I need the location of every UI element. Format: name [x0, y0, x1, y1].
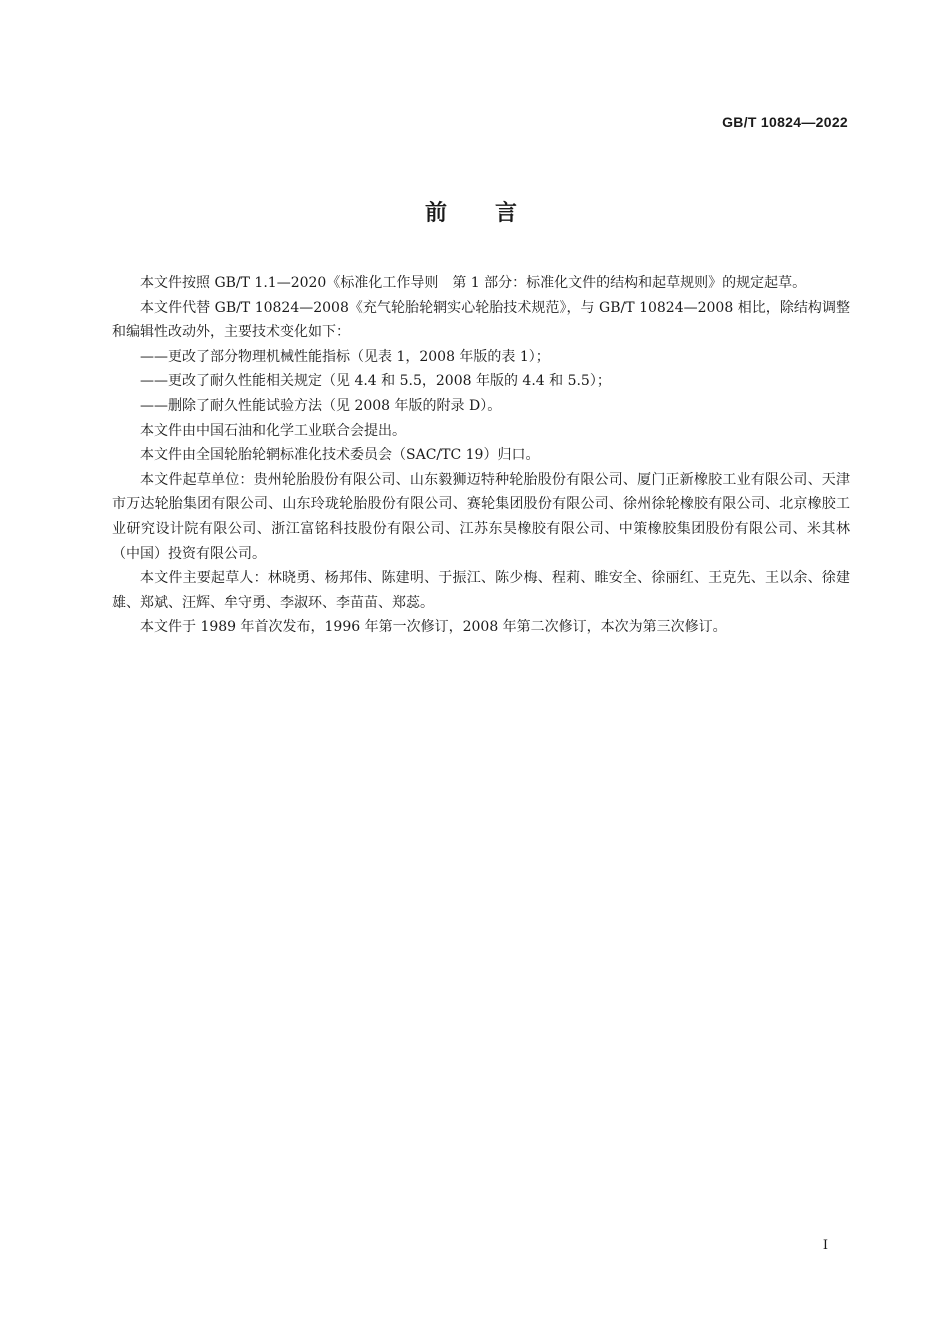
paragraph-replacement: 本文件代替 GB/T 10824—2008《充气轮胎轮辋实心轮胎技术规范》，与 GB/T 10824—2008 相比，除结构调整和编辑性改动外，主要技术变化如下： [112, 299, 850, 341]
page-number: I [822, 1238, 828, 1253]
paragraph-proposer: 本文件由中国石油和化学工业联合会提出。 [140, 422, 406, 439]
foreword-body [112, 271, 850, 640]
change-item-3: ——删除了耐久性能试验方法（见 2008 年版的附录 D）。 [140, 397, 502, 414]
paragraph-history: 本文件于 1989 年首次发布，1996 年第一次修订，2008 年第二次修订，本次为第三次修订。 [140, 619, 727, 636]
paragraph-drafting-units: 本文件起草单位：贵州轮胎股份有限公司、山东毅狮迈特种轮胎股份有限公司、厦门正新橡胶工业有限公司、天津市万达轮胎集团有限公司、山东玲珑轮胎股份有限公司、赛轮集团股份有限公司、徐州徐轮橡胶有限公司、北京橡胶工业研究设计院有限公司、浙江富铭科技股份有限公司、江苏东昊橡胶有限公司、中策橡胶集团股份有限公司、米其林（中国）投资有限公司。 [112, 471, 850, 562]
page-title: 前言 [424, 201, 565, 226]
change-item-2: ——更改了耐久性能相关规定（见 4.4 和 5.5，2008 年版的 4.4 和 5.5）； [140, 373, 611, 390]
standard-number: GB/T 10824—2022 [722, 114, 848, 130]
paragraph-drafting-rules: 本文件按照 GB/T 1.1—2020《标准化工作导则 第 1 部分：标准化文件的结构和起草规则》的规定起草。 [140, 275, 807, 291]
paragraph-drafters: 本文件主要起草人：林晓勇、杨邦伟、陈建明、于振江、陈少梅、程莉、睢安全、徐丽红、王克先、王以余、徐建雄、郑斌、汪辉、牟守勇、李淑环、李苗苗、郑蕊。 [112, 570, 850, 611]
paragraph-committee: 本文件由全国轮胎轮辋标准化技术委员会（SAC/TC 19）归口。 [140, 447, 540, 464]
change-item-1: ——更改了部分物理机械性能指标（见表 1，2008 年版的表 1）； [140, 348, 550, 365]
